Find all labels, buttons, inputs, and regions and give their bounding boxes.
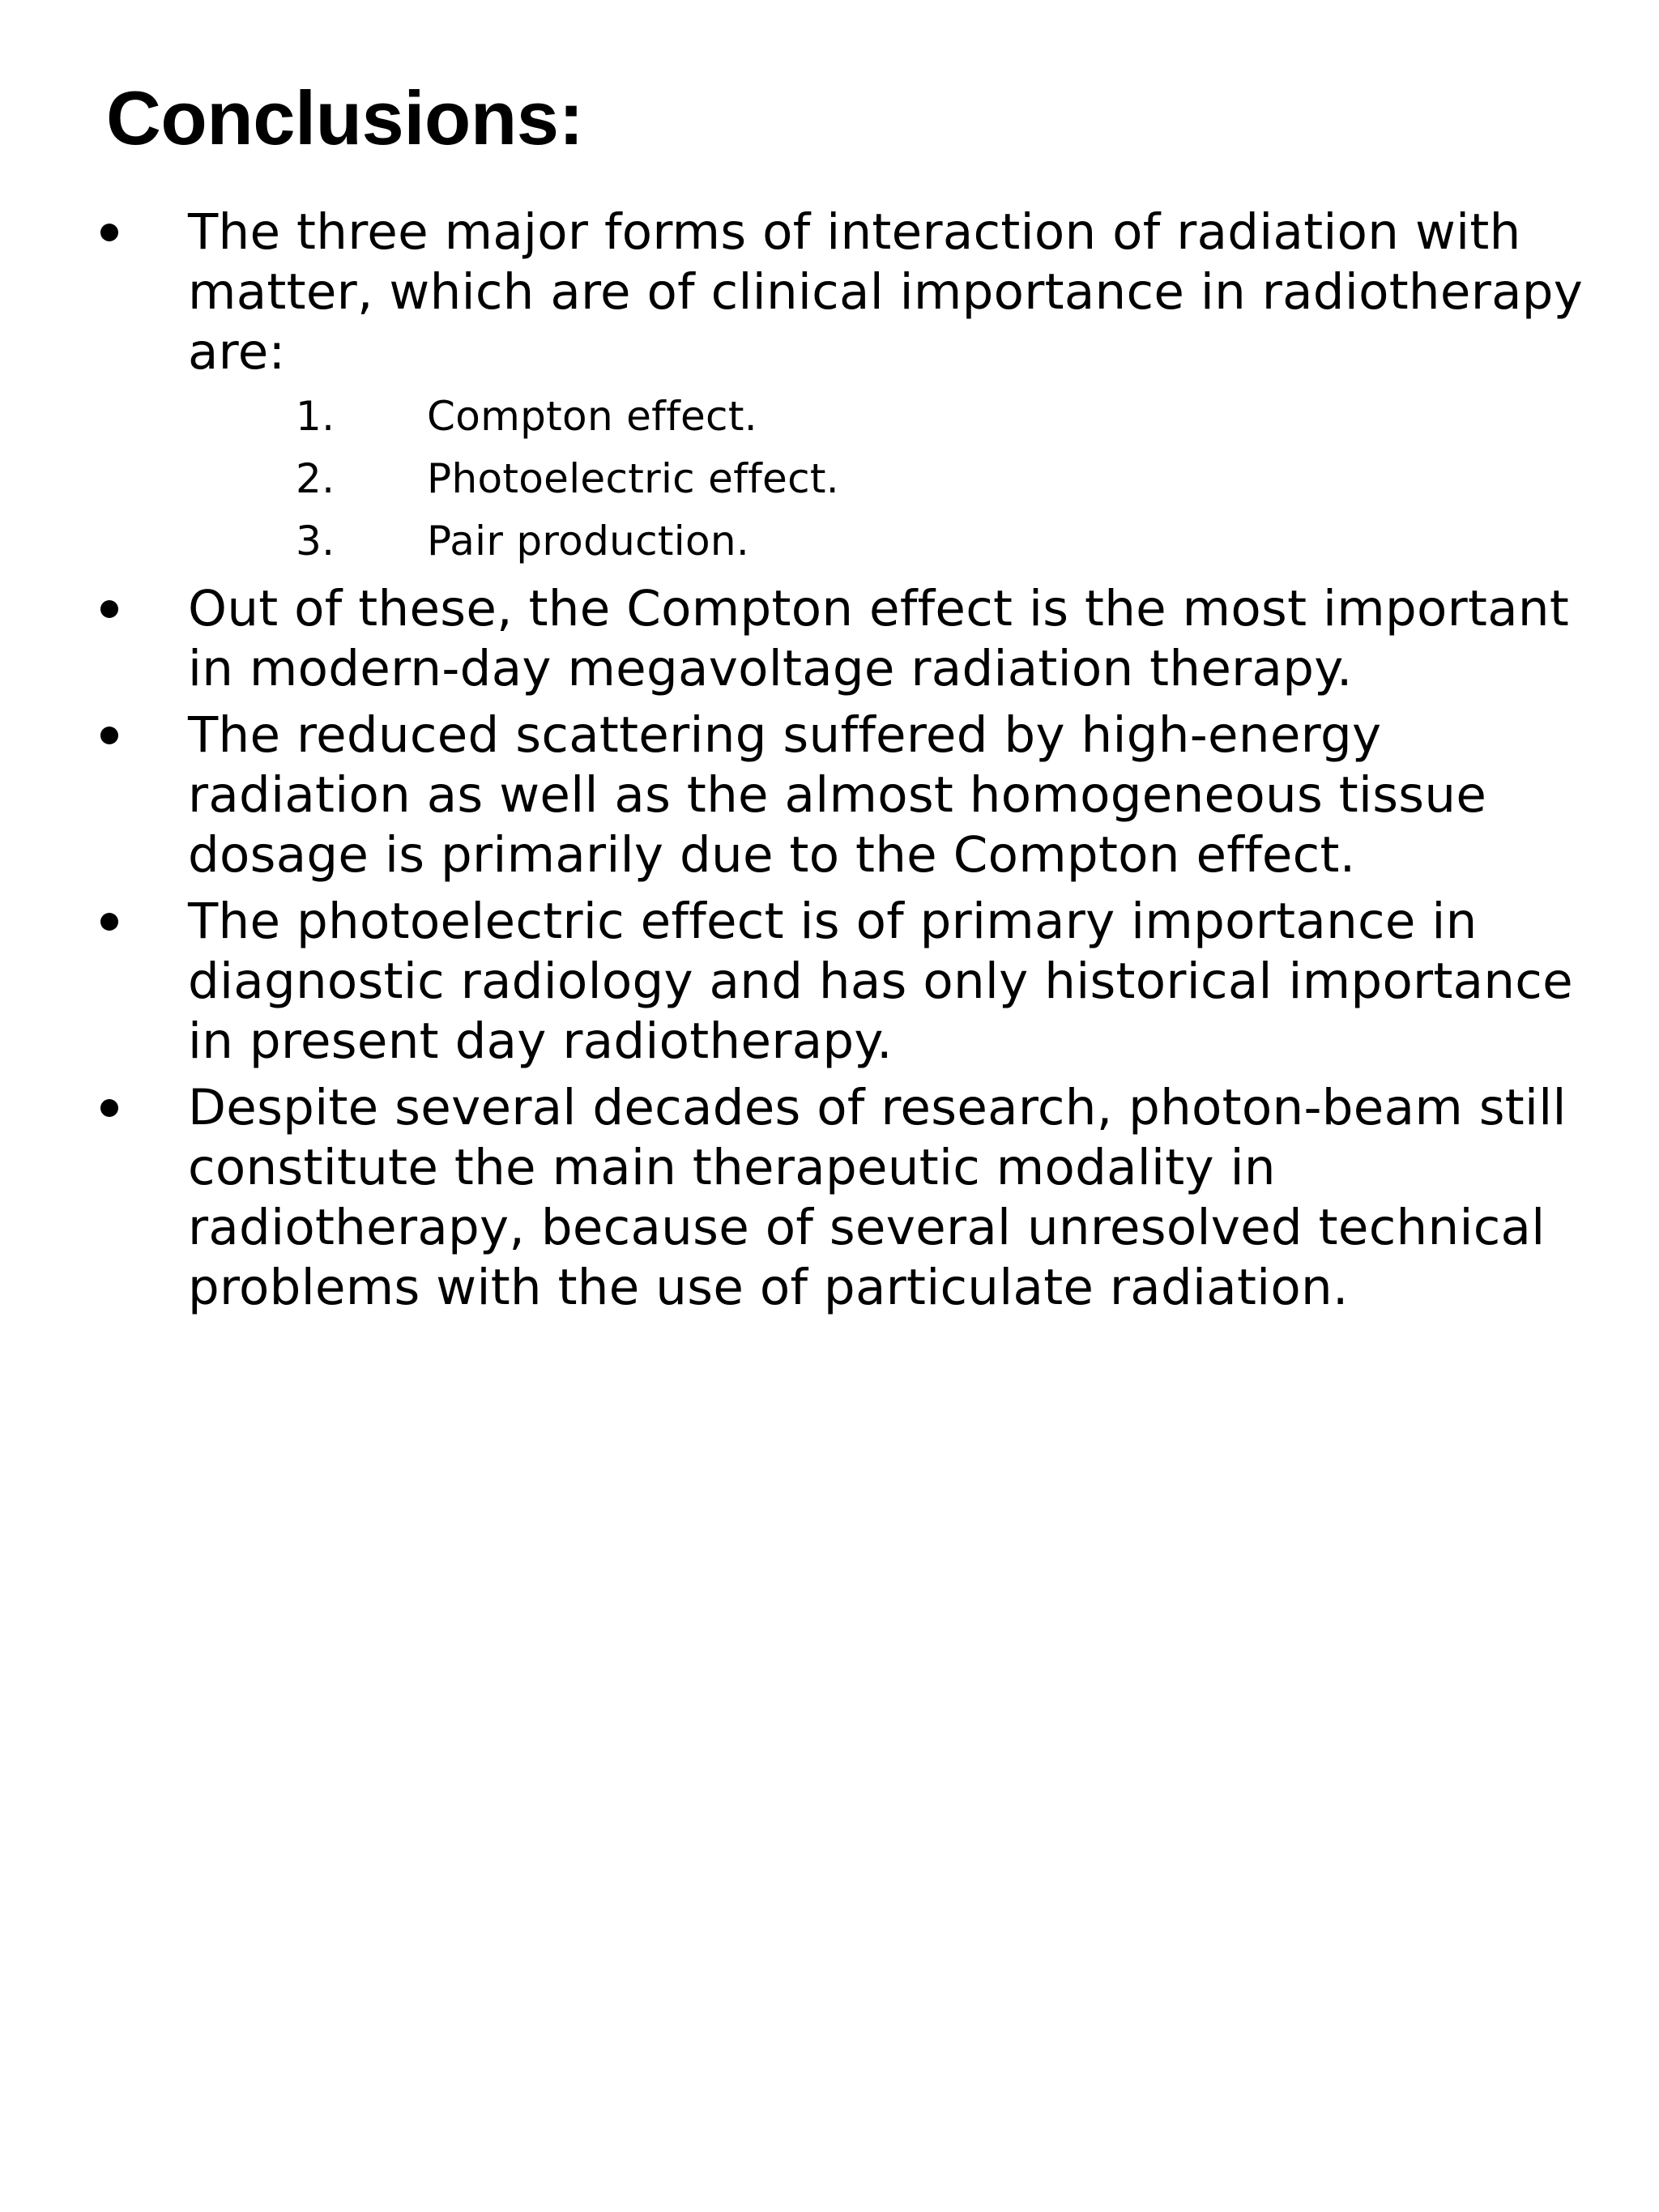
bullet-dot-icon: [100, 224, 118, 241]
sub-list-text: Pair production.: [427, 518, 750, 565]
bullet-dot-icon: [100, 600, 118, 618]
sub-list-item: [188, 510, 1610, 573]
list-item: [0, 892, 1659, 1072]
conclusions-list: [0, 202, 1659, 1324]
list-item-text: The three major forms of interaction of radiation with matter, which are of clinical importance in radiotherapy are:: [188, 203, 1584, 381]
list-item-text: Despite several decades of research, photon-beam still constitute the main therapeutic modality in radiotherapy, because of several unresolved technical problems with the use of particulate radiation.: [188, 1079, 1567, 1316]
list-item: [0, 579, 1659, 699]
list-item: [0, 1078, 1659, 1318]
sub-list-item: [188, 448, 1610, 510]
sub-list-text: Compton effect.: [427, 393, 757, 440]
list-item: [0, 705, 1659, 885]
sub-list-number: 3.: [296, 518, 335, 565]
bullet-dot-icon: [100, 1099, 118, 1117]
sub-list-text: Photoelectric effect.: [427, 455, 839, 502]
list-item-text: Out of these, the Compton effect is the most important in modern-day megavoltage radiation therapy.: [188, 580, 1570, 697]
interaction-types-list: [188, 386, 1610, 573]
bullet-dot-icon: [100, 727, 118, 744]
list-item: [0, 202, 1659, 573]
list-item-text: The photoelectric effect is of primary importance in diagnostic radiology and has only historical importance in present day radiotherapy.: [188, 893, 1573, 1070]
page-title: Conclusions:: [106, 75, 584, 160]
list-item-text: The reduced scattering suffered by high-energy radiation as well as the almost homogeneous tissue dosage is primarily due to the Compton effect.: [188, 706, 1487, 884]
sub-list-number: 2.: [296, 455, 335, 502]
sub-list-item: [188, 386, 1610, 448]
bullet-dot-icon: [100, 913, 118, 931]
sub-list-number: 1.: [296, 393, 335, 440]
